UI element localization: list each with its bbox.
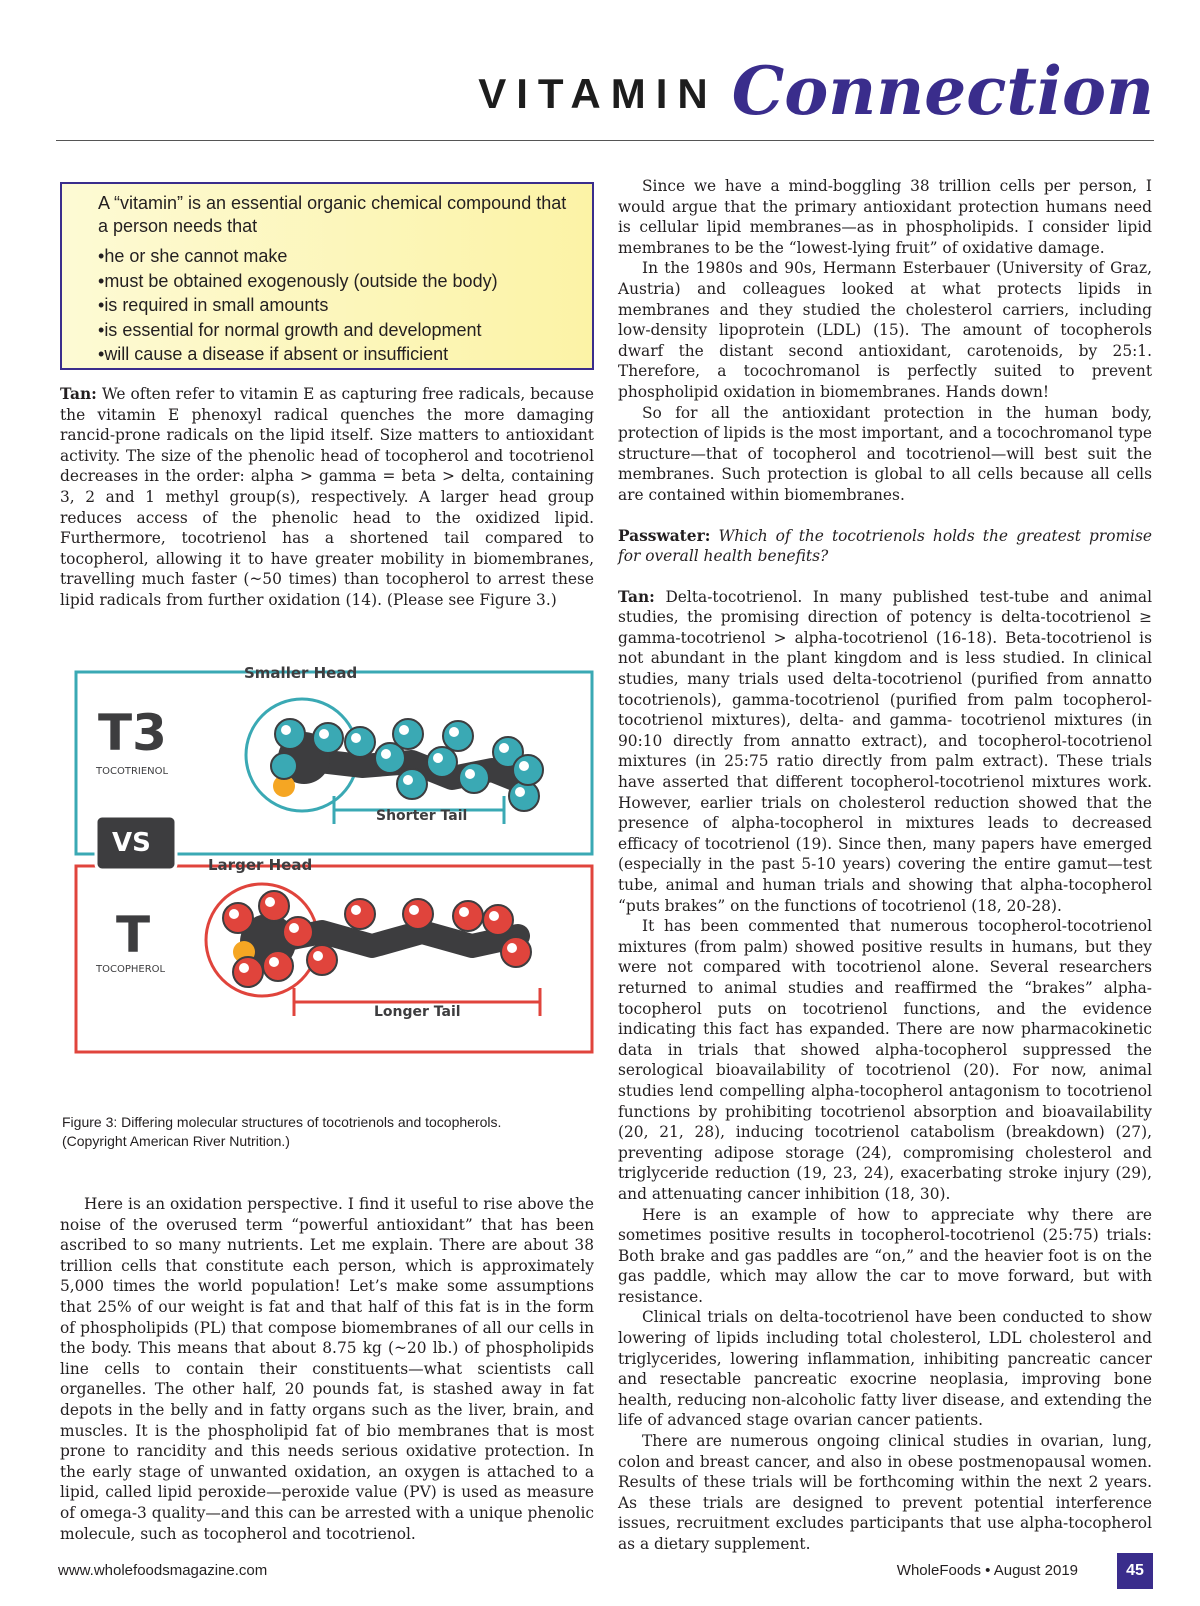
header-connection-script: Connection bbox=[731, 52, 1154, 130]
tocotrienol-label: TOCOTRIENOL bbox=[96, 766, 169, 777]
paragraph-text: Delta-tocotrienol. In many published test-tube and animal studies, the promising direction of potency is delta-tocotrienol ≥ gamma-tocotrienol > alpha-tocotrienol (16-18). Beta-tocotrienol is not abundant in the plant kingdom and is less studied. In clinical studies, many trials used delta-tocotrienol (purified from annatto tocotrienols), gamma-tocotrienol (purified from palm tocopherol-tocotrienol mixtures), delta- and gamma- tocotrienol mixtures (in 90:10 directly from annatto extract), and tocopherol-tocotrienol mixtures (in 25:75 ratio directly from palm extract). These trials have asserted that different tocopherol-tocotrienol mixtures work. However, earlier trials on cholesterol reduction showed that the presence of alpha-tocopherol in mixtures leads to decreased efficacy of tocotrienol (19). Since then, many papers have emerged (especially in the past 5-10 years) covering the entire gamut—test tube, animal and human trials and showing that alpha-tocopherol “puts brakes” on the functions of tocotrienol (18, 20-28). bbox=[618, 587, 1152, 915]
definition-item: • is required in small amounts bbox=[98, 293, 576, 318]
body-paragraph: In the 1980s and 90s, Hermann Esterbauer (University of Graz, Austria) and colleagues looked at what protects lipids in membranes and they studied the cholesterol carriers, including low-density lipoprotein (LDL) (15). The amount of tocopherols dwarf the distant second antioxidant, carotenoids, by 25:1. Therefore, a tocochromanol is perfectly suited to prevent phospholipid oxidation in biomembranes. Hands down! bbox=[618, 259, 1152, 401]
body-paragraph: So for all the antioxidant protection in the human body, protection of lipids is the most important, and a tocochromanol type structure—that of tocopherol and tocotrienol—will best suit the membranes. Such protection is global to all cells because all cells are contained within biomembranes. bbox=[618, 403, 1152, 504]
body-paragraph: Clinical trials on delta-tocotrienol have been conducted to show lowering of lipids including total cholesterol, LDL cholesterol and triglycerides, lowering inflammation, inhibiting pancreatic cancer and resectable pancreatic exocrine neoplasia, improving bone health, reducing non-alcoholic fatty liver disease, and extending the life of advanced stage ovarian cancer patients. bbox=[618, 1308, 1152, 1430]
tocopherol-label: TOCOPHEROL bbox=[96, 964, 166, 975]
definition-intro: A “vitamin” is an essential organic chemical compound that a person needs that bbox=[98, 193, 567, 236]
tan-answer-paragraph bbox=[618, 587, 1152, 917]
longer-tail-label: Longer Tail bbox=[374, 1004, 461, 1020]
header-rule bbox=[56, 140, 1154, 141]
left-column-lower bbox=[60, 1194, 594, 1544]
left-column-upper bbox=[60, 384, 594, 611]
definition-item: • must be obtained exogenously (outside the body) bbox=[98, 269, 576, 294]
caption-line: (Copyright American River Nutrition.) bbox=[62, 1133, 290, 1149]
body-paragraph: Here is an example of how to appreciate why there are sometimes positive results in tocopherol-tocotrienol (25:75) trials: Both brake and gas paddles are “on,” and the heavier foot is on the gas paddle, which may allow the car to move forward, but with resistance. bbox=[618, 1205, 1152, 1306]
body-paragraph: It has been commented that numerous tocopherol-tocotrienol mixtures (from palm) showed positive results in humans, but they were not compared with tocotrienol alone. Several researchers returned to animal studies and reaffirmed the “brakes” alpha-tocopherol puts on tocotrienol functions, and the evidence indicating this fact has expanded. There are now pharmacokinetic data in trials that showed alpha-tocopherol suppressed the serological bioavailability of tocotrienol (20). For now, animal studies lend compelling alpha-tocopherol antagonism to tocotrienol functions by prohibiting tocotrienol absorption and bioavailability (20, 21, 28), inducing tocotrienol catabolism (breakdown) (27), preventing adipose storage (24), compromising cholesterol and triglyceride reduction (19, 23, 24), exacerbating stroke injury (29), and attenuating cancer inhibition (18, 30). bbox=[618, 917, 1152, 1203]
footer-url: www.wholefoodsmagazine.com bbox=[58, 1562, 268, 1579]
larger-head-label: Larger Head bbox=[208, 856, 313, 874]
smaller-head-label: Smaller Head bbox=[244, 664, 358, 682]
oxidation-perspective-paragraph: Here is an oxidation perspective. I find it useful to rise above the noise of the overused term “powerful antioxidant” that has been ascribed to so many nutrients. Let me explain. There are about 38 trillion cells that constitute each person, which is approximately 5,000 times the world population! Let’s make some assumptions that 25% of our weight is fat and that half of this fat is in the form of phospholipids (PL) that compose biomembranes of all our cells in the body. This means that about 8.75 kg (~20 lb.) of phospholipids line cells to contain their constituents—what scientists call organelles. The other half, 20 pounds fat, is stashed away in fat depots in the belly and in fatty organs such as the liver, brain, and muscles. It is the phospholipid fat of bio membranes that is most prone to rancidity and this needs serious oxidative protection. In the early stage of unwanted oxidation, an oxygen is attached to a lipid, called lipid peroxide—peroxide value (PV) is used as measure of omega-3 quality—and this can be arrested with a unique phenolic molecule, such as tocopherol and tocotrienol. bbox=[60, 1195, 594, 1543]
vitamin-definition-box bbox=[60, 182, 594, 370]
t-label: T bbox=[116, 906, 151, 964]
speaker-label: Tan: bbox=[60, 385, 97, 403]
figure-3-molecule-diagram bbox=[72, 664, 598, 1090]
shorter-tail-label: Shorter Tail bbox=[376, 808, 468, 824]
body-paragraph: Since we have a mind-boggling 38 trillion cells per person, I would argue that the primary antioxidant protection humans need is cellular lipid membranes—as in phospholipids. I consider lipid membranes to be the “lowest-lying fruit” of oxidative damage. bbox=[618, 177, 1152, 257]
definition-item: • will cause a disease if absent or insufficient bbox=[98, 342, 576, 367]
definition-list bbox=[98, 244, 576, 367]
right-column bbox=[618, 176, 1152, 1555]
passwater-question bbox=[618, 526, 1152, 567]
t3-label: T3 bbox=[98, 704, 167, 762]
figure-caption bbox=[62, 1113, 501, 1151]
page-number: 45 bbox=[1117, 1553, 1153, 1589]
header-vitamin-word: VITAMIN bbox=[478, 70, 718, 117]
question-text: Which of the tocotrienols holds the greatest promise for overall health benefits? bbox=[618, 526, 1152, 566]
definition-item: • is essential for normal growth and development bbox=[98, 318, 576, 343]
vs-label: VS bbox=[112, 828, 151, 858]
magazine-section-header bbox=[478, 32, 1154, 130]
body-paragraph: There are numerous ongoing clinical studies in ovarian, lung, colon and breast cancer, and also in obese postmenopausal women. Results of these trials will be forthcoming within the next 2 years. As these trials are designed to prevent potential interference issues, recruitment excludes participants that use alpha-tocopherol as a dietary supplement. bbox=[618, 1432, 1152, 1553]
tan-answer-paragraph bbox=[60, 384, 594, 611]
paragraph-text: We often refer to vitamin E as capturing free radicals, because the vitamin E phenoxyl radical quenches the more damaging rancid-prone radicals on the lipid itself. Size matters to antioxidant activity. The size of the phenolic head of tocopherol and tocotrienol decreases in the order: alpha > gamma = beta > delta, containing 3, 2 and 1 methyl group(s), respectively. A larger head group reduces access of the phenolic head to the oxidized lipid. Furthermore, tocotrienol has a shortened tail compared to tocopherol, allowing it to have greater mobility in biomembranes, travelling much faster (~50 times) than tocopherol to arrest these lipid radicals from further oxidation (14). (Please see Figure 3.) bbox=[60, 385, 594, 609]
speaker-label: Tan: bbox=[618, 587, 655, 606]
definition-item: • he or she cannot make bbox=[98, 244, 576, 269]
speaker-label: Passwater: bbox=[618, 526, 711, 545]
footer-issue: WholeFoods • August 2019 bbox=[896, 1562, 1078, 1579]
caption-line: Figure 3: Differing molecular structures of tocotrienols and tocopherols. bbox=[62, 1114, 502, 1130]
